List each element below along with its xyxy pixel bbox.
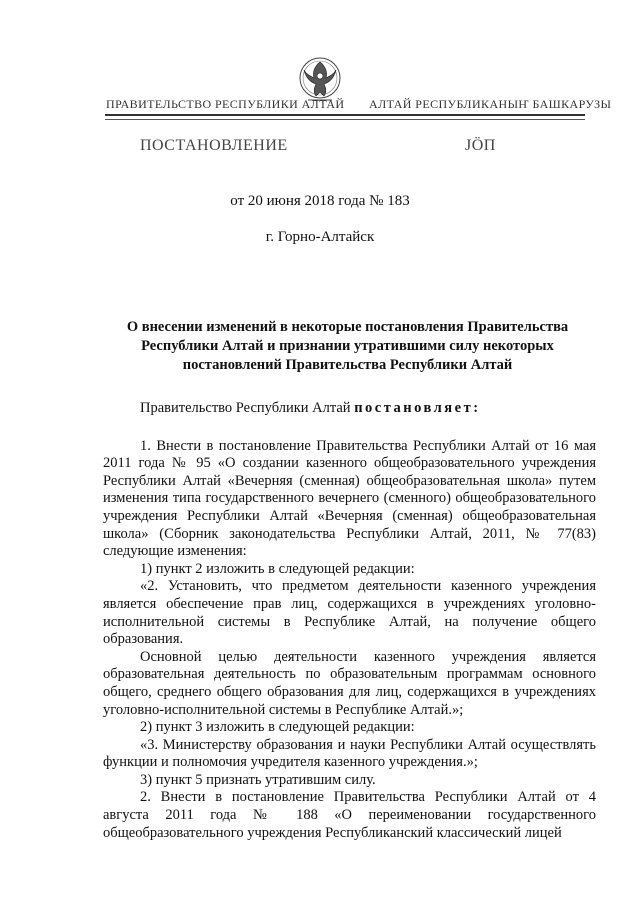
paragraph: 1) пункт 2 изложить в следующей редакции:	[140, 560, 415, 577]
preamble-emphasis: постановляет:	[354, 400, 481, 416]
header-rule-thin	[105, 119, 585, 120]
paragraph: «2. Установить, что предметом деятельности казенного учреждения является обеспечение прав лиц, содержащихся в учреждениях уголовно-исполнительной системы в Республике Алтай, на получение общего образования.	[103, 578, 596, 648]
document-city: г. Горно-Алтайск	[265, 229, 375, 245]
preamble-text: Правительство Республики Алтай	[140, 400, 355, 416]
document-type-russian: ПОСТАНОВЛЕНИЕ	[140, 137, 288, 154]
paragraph: 2) пункт 3 изложить в следующей редакции:	[140, 719, 415, 736]
header-rule-thick	[105, 114, 585, 116]
paragraph: 2. Внести в постановление Правительства Республики Алтай от 4 августа 2011 года № 188 «О переименовании государственного общеобразовательного учреждения Республиканский классический лицей	[103, 789, 596, 841]
government-name-russian: ПРАВИТЕЛЬСТВО РЕСПУБЛИКИ АЛТАЙ	[106, 97, 345, 111]
paragraph: 3) пункт 5 признать утратившим силу.	[140, 771, 376, 788]
paragraph: «3. Министерству образования и науки Республики Алтай осуществлять функции и полномочия учредителя казенного учреждения.»;	[103, 736, 596, 771]
paragraph: Основной целью деятельности казенного учреждения является образовательная деятельность по образовательным программам основного общего, среднего общего образования для лиц, содержащихся в учреждениях уголовно-исполнительной системы в Республике Алтай.»;	[103, 648, 596, 718]
document-date-number: от 20 июня 2018 года № 183	[230, 193, 410, 209]
document-type-altai: ЈӦП	[465, 137, 496, 154]
document-body	[103, 400, 596, 842]
document-title: О внесении изменений в некоторые постановления Правительства Республики Алтай и признании утратившими силу некоторых постановлений Правительства Республики Алтай	[126, 319, 569, 373]
preamble	[103, 400, 596, 418]
government-name-altai: АЛТАЙ РЕСПУБЛИКАНЫҤ БАШКАРУЗЫ	[369, 97, 612, 111]
paragraph: 1. Внести в постановление Правительства Республики Алтай от 16 мая 2011 года № 95 «О создании казенного общеобразовательного учреждения Республики Алтай «Вечерняя (сменная) общеобразовательная школа» путем изменения типа государственного вечернего (сменного) общеобразовательного учреждения Республики Алтай «Вечерняя (сменная) общеобразовательная школа» (Сборник законодательства Республики Алтай, 2011, № 77(83) следующие изменения:	[103, 437, 596, 560]
